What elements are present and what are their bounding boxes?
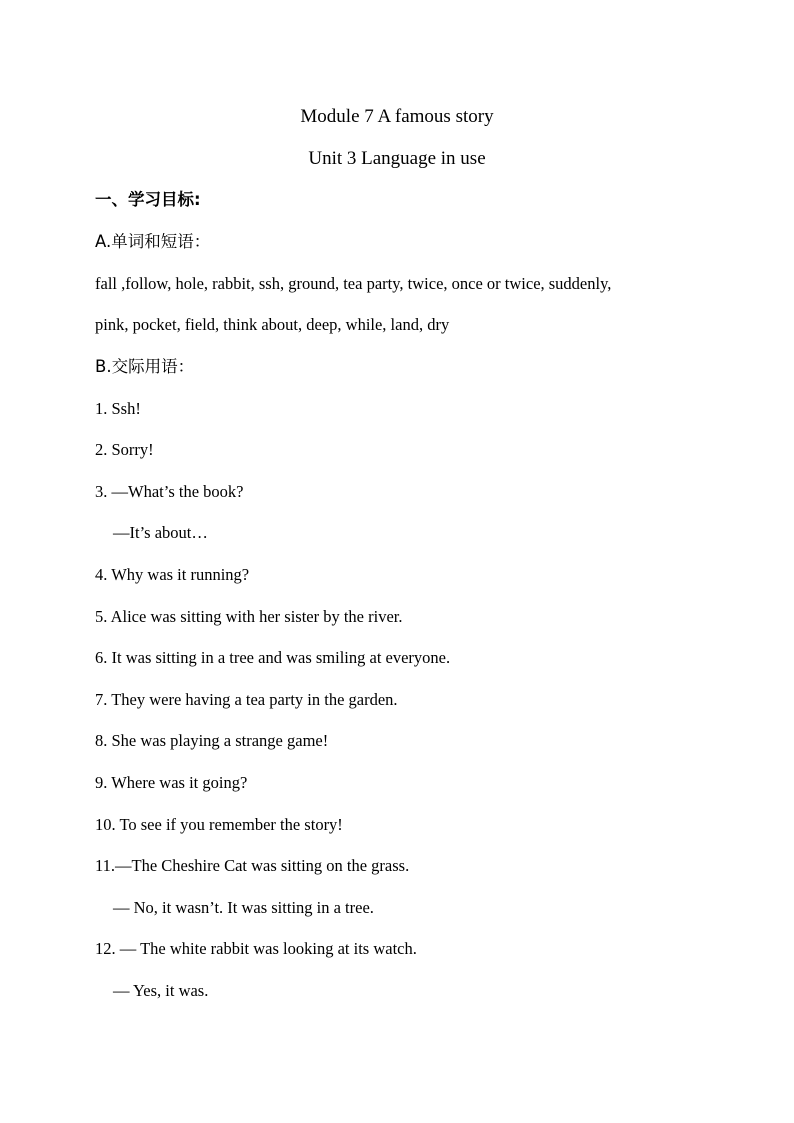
vocabulary-line-1: fall ,follow, hole, rabbit, ssh, ground, tea party, twice, once or twice, suddenly, — [95, 274, 612, 293]
section-heading: 一、学习目标: — [95, 190, 201, 209]
page-title: Module 7 A famous story — [300, 106, 494, 127]
phrase-item-8: 8. She was playing a strange game! — [95, 731, 329, 750]
phrase-item-1: 1. Ssh! — [95, 399, 141, 418]
vocabulary-line-2: pink, pocket, field, think about, deep, while, land, dry — [95, 315, 450, 334]
phrase-item-6: 6. It was sitting in a tree and was smiling at everyone. — [95, 648, 451, 667]
part-b-heading: B.交际用语： — [95, 357, 195, 376]
phrase-item-3-answer: —It’s about… — [113, 523, 208, 542]
phrase-item-11-response: — No, it wasn’t. It was sitting in a tree. — [113, 898, 374, 917]
phrase-item-5: 5. Alice was sitting with her sister by the river. — [95, 607, 403, 626]
phrase-item-4: 4. Why was it running? — [95, 565, 250, 584]
page-subtitle: Unit 3 Language in use — [308, 148, 486, 169]
phrase-item-12-response: — Yes, it was. — [113, 981, 209, 1000]
part-a-heading: A.单词和短语： — [95, 232, 211, 251]
phrase-item-7: 7. They were having a tea party in the garden. — [95, 690, 398, 709]
phrase-item-11-statement: 11.—The Cheshire Cat was sitting on the grass. — [95, 856, 410, 875]
phrase-item-2: 2. Sorry! — [95, 440, 154, 459]
phrase-item-9: 9. Where was it going? — [95, 773, 248, 792]
phrase-item-12-statement: 12. — The white rabbit was looking at its watch. — [95, 939, 417, 958]
phrase-item-3-question: 3. —What’s the book? — [95, 482, 244, 501]
phrase-item-10: 10. To see if you remember the story! — [95, 815, 343, 834]
